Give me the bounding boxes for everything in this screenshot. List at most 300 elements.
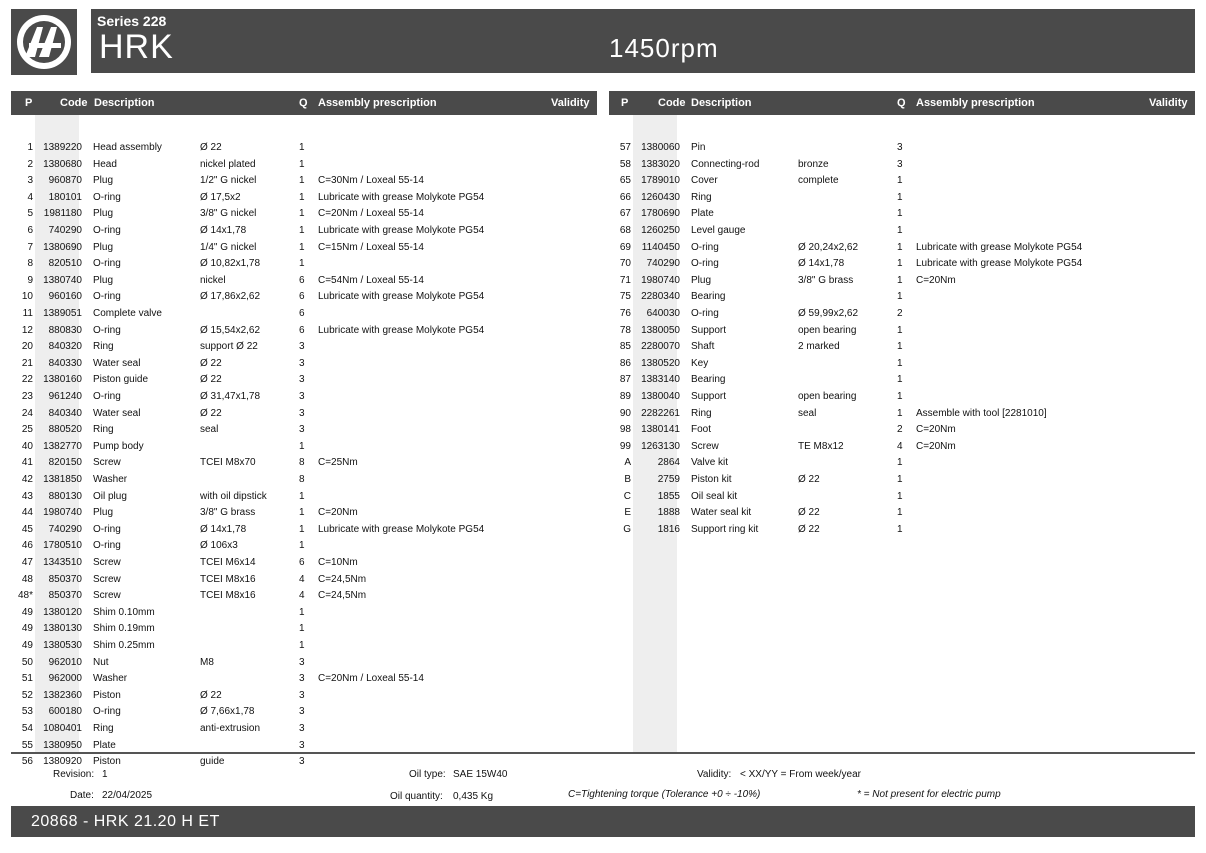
cell-detail: Ø 22	[798, 523, 820, 535]
col-assembly: Assembly prescription	[318, 97, 437, 109]
table-row	[11, 621, 597, 638]
cell-assembly: C=20Nm	[916, 440, 956, 452]
table-row	[11, 356, 597, 373]
table-row	[609, 389, 1195, 406]
cell-assembly: Lubricate with grease Molykote PG54	[318, 291, 485, 303]
cell-q: 1	[299, 208, 305, 220]
cell-description: Screw	[93, 573, 121, 585]
cell-code: 2282261	[641, 407, 680, 419]
cell-p: C	[623, 490, 631, 502]
cell-code: 1343510	[43, 557, 82, 568]
cell-description: O-ring	[93, 191, 121, 203]
cell-p: 23	[21, 391, 33, 402]
cell-code: 960160	[48, 291, 82, 303]
cell-code: 1380530	[43, 640, 82, 651]
table-row	[609, 439, 1195, 456]
cell-description: Plug	[93, 274, 114, 286]
table-row	[11, 140, 597, 157]
cell-code: 640030	[646, 308, 680, 319]
cell-q: 4	[299, 590, 305, 602]
cell-q: 2	[897, 424, 903, 436]
table-row	[11, 439, 597, 456]
cell-p: 48	[21, 573, 33, 585]
table-row	[609, 190, 1195, 207]
cell-description: Pump body	[93, 440, 144, 452]
cell-description: Shim 0.10mm	[93, 606, 155, 618]
cell-p: 65	[619, 175, 631, 187]
cell-code: 1380050	[641, 324, 680, 336]
cell-p: 43	[21, 490, 33, 502]
cell-q: 1	[897, 258, 903, 270]
cell-code: 962010	[48, 656, 82, 668]
cell-description: Connecting-rod	[691, 158, 760, 170]
table-row	[11, 389, 597, 406]
cell-assembly: Lubricate with grease Molykote PG54	[318, 191, 485, 203]
cell-p: 40	[21, 440, 33, 452]
table-row	[11, 704, 597, 721]
cell-q: 3	[299, 407, 305, 419]
series-label: Series 228	[97, 13, 167, 29]
cell-code: 2280340	[641, 291, 680, 303]
cell-q: 3	[897, 142, 903, 153]
table-row	[11, 671, 597, 688]
cell-description: Plug	[93, 241, 114, 253]
cell-q: 1	[897, 523, 903, 535]
cell-code: 1980740	[43, 507, 82, 519]
cell-description: Oil seal kit	[691, 490, 738, 502]
cell-p: 5	[27, 208, 33, 220]
cell-q: 1	[897, 457, 903, 469]
cell-code: 1780510	[43, 540, 82, 552]
table-row	[609, 206, 1195, 223]
table-row	[609, 157, 1195, 174]
cell-description: Ring	[691, 191, 712, 203]
cell-description: O-ring	[93, 324, 121, 336]
cell-code: 2280070	[641, 341, 680, 353]
table-row	[11, 223, 597, 240]
parts-table-left	[11, 91, 597, 768]
cell-q: 1	[897, 241, 903, 253]
cell-p: 20	[21, 341, 33, 353]
cell-p: 8	[27, 258, 33, 270]
date-label: Date:	[70, 790, 94, 801]
cell-p: 46	[21, 540, 33, 552]
cell-description: Oil plug	[93, 490, 127, 502]
cell-q: 4	[299, 573, 305, 585]
cell-description: Support	[691, 391, 727, 402]
cell-code: 1380680	[43, 158, 82, 170]
cell-detail: open bearing	[798, 324, 857, 336]
cell-code: 840340	[48, 407, 82, 419]
col-p: P	[621, 97, 629, 109]
cell-assembly: Lubricate with grease Molykote PG54	[318, 324, 485, 336]
cell-detail: Ø 17,5x2	[200, 191, 241, 203]
table-row	[11, 688, 597, 705]
cell-q: 1	[897, 191, 903, 203]
cell-detail: 1/4" G nickel	[200, 241, 257, 253]
cell-detail: 3/8" G brass	[798, 274, 854, 286]
cell-assembly: C=15Nm / Loxeal 55-14	[318, 241, 424, 253]
cell-q: 3	[299, 739, 305, 751]
cell-p: 1	[27, 142, 33, 153]
cell-p: 85	[619, 341, 631, 353]
table-row	[609, 505, 1195, 522]
cell-description: Key	[691, 357, 709, 369]
cell-assembly: C=20Nm	[916, 424, 956, 436]
cell-detail: bronze	[798, 158, 829, 170]
table-row	[11, 256, 597, 273]
table-row	[11, 339, 597, 356]
cell-q: 2	[897, 308, 903, 319]
date-value: 22/04/2025	[102, 790, 153, 801]
cell-description: Nut	[93, 656, 109, 668]
table-row	[609, 223, 1195, 240]
col-q: Q	[897, 97, 906, 109]
cell-code: 840320	[48, 341, 82, 353]
table-row	[609, 356, 1195, 373]
cell-detail: Ø 14x1,78	[200, 523, 247, 535]
cell-code: 1780690	[641, 208, 680, 220]
cell-q: 3	[299, 391, 305, 402]
table-row	[11, 555, 597, 572]
cell-detail: anti-extrusion	[200, 723, 261, 734]
table-row	[11, 605, 597, 622]
cell-description: Plug	[93, 208, 114, 220]
cell-detail: Ø 22	[798, 507, 820, 519]
cell-q: 1	[897, 291, 903, 303]
model-title: HRK	[99, 28, 174, 66]
cell-code: 820150	[48, 457, 82, 469]
cell-description: O-ring	[691, 308, 719, 319]
cell-q: 1	[897, 474, 903, 485]
revision-value: 1	[102, 769, 108, 780]
cell-code: 840330	[48, 357, 82, 369]
cell-q: 1	[299, 225, 305, 236]
cell-detail: nickel plated	[200, 158, 256, 170]
cell-code: 1888	[657, 507, 680, 519]
cell-description: Water seal	[93, 357, 141, 369]
brand-logo	[11, 9, 77, 75]
table-row	[11, 588, 597, 605]
col-validity: Validity	[551, 97, 590, 109]
cell-code: 1382360	[43, 689, 82, 701]
cell-p: B	[624, 474, 631, 485]
table-row	[11, 455, 597, 472]
cell-code: 600180	[48, 706, 82, 718]
cell-code: 1980740	[641, 274, 680, 286]
cell-q: 1	[897, 374, 903, 386]
cell-q: 1	[299, 606, 305, 618]
cell-detail: support Ø 22	[200, 341, 258, 353]
cell-description: Piston	[93, 689, 121, 701]
cell-description: Water seal	[93, 407, 141, 419]
cell-code: 1789010	[641, 175, 680, 187]
cell-detail: Ø 10,82x1,78	[200, 258, 261, 270]
cell-q: 1	[897, 391, 903, 402]
cell-code: 880130	[48, 490, 82, 502]
cell-assembly: C=10Nm	[318, 557, 358, 568]
cell-description: Screw	[691, 440, 719, 452]
cell-detail: nickel	[200, 274, 226, 286]
table-row	[11, 273, 597, 290]
oil-quantity-value: 0,435 Kg	[453, 791, 494, 802]
parts-table-right	[609, 91, 1195, 535]
cell-q: 1	[299, 490, 305, 502]
cell-p: E	[624, 507, 631, 519]
cell-description: Water seal kit	[691, 507, 752, 519]
cell-description: Shim 0.25mm	[93, 640, 155, 651]
document-code-bar	[11, 806, 1195, 837]
cell-code: 740290	[646, 258, 680, 270]
cell-code: 1260430	[641, 191, 680, 203]
cell-description: Plug	[93, 175, 114, 187]
col-description: Description	[691, 97, 752, 109]
cell-q: 1	[299, 175, 305, 187]
revision-label: Revision:	[53, 769, 95, 780]
table-row	[609, 173, 1195, 190]
cell-q: 1	[299, 191, 305, 203]
cell-assembly: C=25Nm	[318, 457, 358, 469]
cell-q: 3	[897, 158, 903, 170]
cell-detail: Ø 17,86x2,62	[200, 291, 261, 303]
cell-code: 1140450	[641, 241, 680, 253]
table-row	[609, 306, 1195, 323]
cell-detail: Ø 22	[200, 689, 222, 701]
table-row	[609, 489, 1195, 506]
cell-code: 1816	[657, 523, 680, 535]
cell-code: 1260250	[641, 225, 680, 236]
cell-detail: M8	[200, 656, 214, 668]
cell-detail: seal	[798, 407, 817, 419]
cell-description: Bearing	[691, 374, 726, 386]
cell-q: 1	[299, 158, 305, 170]
document-code: 20868 - HRK 21.20 H ET	[31, 813, 220, 830]
cell-assembly: Lubricate with grease Molykote PG54	[318, 523, 485, 535]
cell-code: 2759	[657, 474, 680, 485]
cell-q: 6	[299, 308, 305, 319]
table-row	[11, 406, 597, 423]
cell-description: Washer	[93, 673, 128, 685]
cell-detail: 1/2" G nickel	[200, 175, 257, 187]
cell-p: 86	[619, 357, 631, 369]
cell-code: 1263130	[641, 440, 680, 452]
cell-q: 3	[299, 341, 305, 353]
cell-detail: Ø 14x1,78	[200, 225, 247, 236]
cell-p: 53	[21, 706, 33, 718]
page-header	[91, 9, 1195, 73]
cell-code: 850370	[48, 573, 82, 585]
table-row	[609, 140, 1195, 157]
cell-description: Ring	[93, 723, 114, 734]
cell-detail: Ø 22	[200, 374, 222, 386]
oil-quantity-label: Oil quantity:	[390, 791, 443, 802]
cell-p: 68	[619, 225, 631, 236]
table-row	[11, 655, 597, 672]
cell-detail: guide	[200, 756, 225, 768]
cell-q: 1	[897, 274, 903, 286]
cell-p: 67	[619, 208, 631, 220]
cell-description: Screw	[93, 590, 121, 602]
cell-code: 1380120	[43, 606, 82, 618]
table-row	[11, 572, 597, 589]
cell-q: 1	[897, 357, 903, 369]
cell-q: 3	[299, 424, 305, 436]
table-row	[609, 256, 1195, 273]
cell-description: Head	[93, 158, 117, 170]
cell-p: 90	[619, 407, 631, 419]
table-row	[11, 638, 597, 655]
cell-q: 3	[299, 357, 305, 369]
cell-code: 1380920	[43, 756, 82, 768]
cell-description: Ring	[93, 341, 114, 353]
cell-p: 25	[21, 424, 33, 436]
cell-code: 1380040	[641, 391, 680, 402]
cell-description: Plug	[93, 507, 114, 519]
cell-q: 1	[897, 507, 903, 519]
cell-q: 1	[299, 241, 305, 253]
cell-p: 69	[619, 241, 631, 253]
table-row	[11, 289, 597, 306]
validity-value: < XX/YY = From week/year	[740, 769, 861, 780]
cell-q: 4	[897, 440, 903, 452]
cell-code: 820510	[48, 258, 82, 270]
cell-p: 45	[21, 523, 33, 535]
cell-assembly: C=24,5Nm	[318, 590, 367, 602]
cell-p: 75	[619, 291, 631, 303]
table-row	[11, 721, 597, 738]
table-row	[609, 422, 1195, 439]
cell-p: 7	[27, 241, 33, 253]
cell-p: 2	[27, 158, 33, 170]
cell-assembly: Lubricate with grease Molykote PG54	[318, 225, 485, 236]
cell-description: Ring	[93, 424, 114, 436]
cell-description: Head assembly	[93, 142, 162, 153]
table-row	[11, 173, 597, 190]
table-row	[11, 472, 597, 489]
cell-q: 1	[897, 490, 903, 502]
cell-p: 52	[21, 689, 33, 701]
cell-description: Pin	[691, 142, 706, 153]
cell-p: 66	[619, 191, 631, 203]
cell-code: 880830	[48, 324, 82, 336]
cell-code: 180101	[48, 191, 82, 203]
cell-q: 1	[299, 142, 305, 153]
cell-q: 1	[897, 208, 903, 220]
cell-code: 1383020	[641, 158, 680, 170]
cell-detail: 3/8" G nickel	[200, 208, 257, 220]
cell-detail: Ø 22	[798, 474, 820, 485]
cell-description: Piston guide	[93, 374, 149, 386]
table-header	[609, 91, 1195, 115]
cell-description: O-ring	[691, 258, 719, 270]
cell-p: 10	[21, 291, 33, 303]
footer-divider	[11, 752, 1195, 754]
cell-description: Foot	[691, 424, 712, 436]
cell-description: O-ring	[93, 523, 121, 535]
table-row	[11, 323, 597, 340]
rpm-label: 1450rpm	[609, 33, 719, 63]
table-row	[11, 505, 597, 522]
cell-code: 1380520	[641, 357, 680, 369]
cell-p: 56	[21, 756, 33, 768]
table-row	[609, 339, 1195, 356]
col-q: Q	[299, 97, 308, 109]
cell-code: 960870	[48, 175, 82, 187]
cell-description: Bearing	[691, 291, 726, 303]
cell-q: 1	[897, 407, 903, 419]
cell-description: Cover	[691, 175, 718, 187]
cell-p: 76	[619, 308, 631, 319]
table-row	[609, 273, 1195, 290]
cell-p: 4	[27, 191, 33, 203]
cell-p: 42	[21, 474, 33, 485]
cell-p: 99	[619, 440, 631, 452]
cell-code: 1981180	[43, 208, 82, 220]
table-row	[609, 455, 1195, 472]
cell-detail: Ø 31,47x1,78	[200, 391, 261, 402]
cell-description: O-ring	[93, 391, 121, 402]
cell-q: 1	[299, 540, 305, 552]
cell-p: 12	[21, 324, 33, 336]
oil-type-value: SAE 15W40	[453, 769, 508, 780]
cell-q: 6	[299, 324, 305, 336]
cell-description: O-ring	[93, 540, 121, 552]
cell-p: 51	[21, 673, 33, 685]
torque-note: C=Tightening torque (Tolerance +0 ÷ -10%)	[568, 789, 761, 800]
cell-code: 1380690	[43, 241, 82, 253]
cell-description: Shaft	[691, 341, 715, 353]
table-row	[11, 206, 597, 223]
table-row	[609, 406, 1195, 423]
cell-code: 1389051	[43, 308, 82, 319]
cell-p: 49	[21, 606, 33, 618]
cell-q: 1	[897, 225, 903, 236]
cell-description: Shim 0.19mm	[93, 623, 155, 635]
cell-q: 1	[299, 440, 305, 452]
cell-detail: TE M8x12	[798, 440, 844, 452]
cell-code: 1380130	[43, 623, 82, 635]
cell-detail: Ø 59,99x2,62	[798, 308, 859, 319]
col-p: P	[25, 97, 33, 109]
cell-detail: Ø 106x3	[200, 540, 238, 552]
cell-detail: Ø 22	[200, 357, 222, 369]
cell-p: 78	[619, 324, 631, 336]
cell-assembly: C=30Nm / Loxeal 55-14	[318, 175, 424, 187]
cell-code: 1389220	[43, 142, 82, 153]
cell-description: Valve kit	[691, 457, 729, 469]
cell-q: 3	[299, 656, 305, 668]
cell-p: 87	[619, 374, 631, 386]
cell-code: 1381850	[43, 474, 82, 485]
cell-assembly: C=54Nm / Loxeal 55-14	[318, 274, 424, 286]
table-row	[11, 489, 597, 506]
cell-p: 9	[27, 274, 33, 286]
cell-assembly: Lubricate with grease Molykote PG54	[916, 241, 1083, 253]
cell-q: 8	[299, 474, 305, 485]
cell-p: 22	[21, 374, 33, 386]
cell-code: 740290	[48, 225, 82, 236]
table-row	[11, 522, 597, 539]
cell-detail: Ø 14x1,78	[798, 258, 845, 270]
cell-detail: TCEI M8x16	[200, 573, 256, 585]
cell-q: 6	[299, 557, 305, 568]
cell-code: 2864	[657, 457, 680, 469]
table-row	[11, 190, 597, 207]
cell-q: 1	[299, 623, 305, 635]
cell-q: 1	[299, 640, 305, 651]
cell-p: 71	[619, 274, 631, 286]
cell-detail: 2 marked	[798, 341, 840, 353]
